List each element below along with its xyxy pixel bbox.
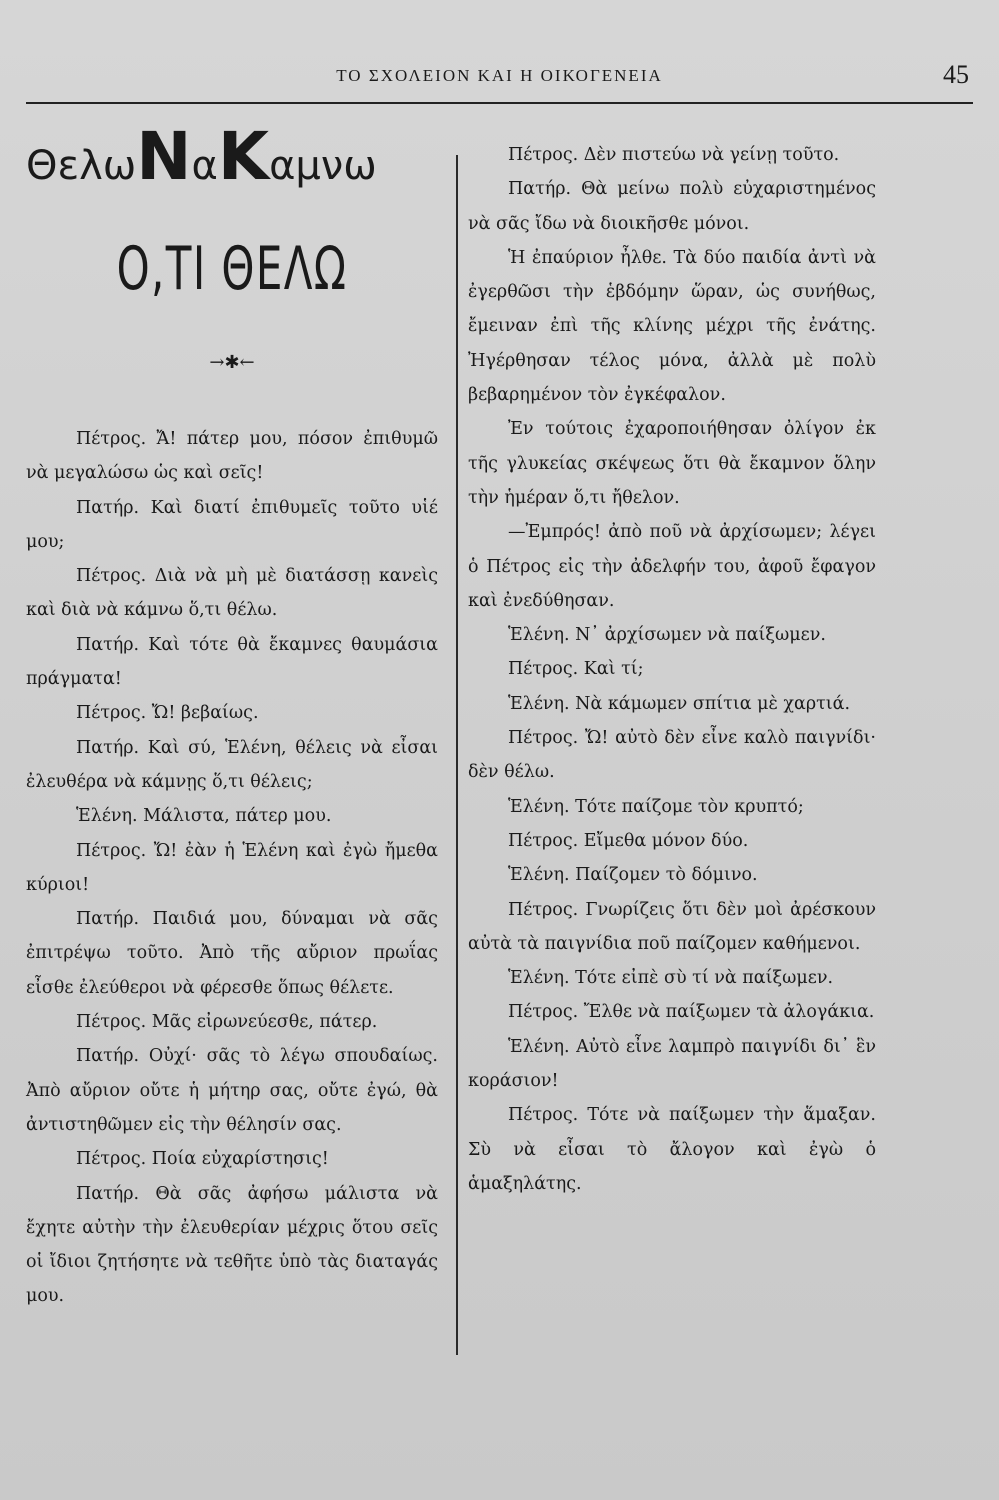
dialogue-paragraph: Πέτρος. Διὰ νὰ μὴ μὲ διατάσσῃ κανεὶς καὶ διὰ νὰ κάμνω ὅ,τι θέλω. [26, 566, 438, 621]
dialogue-paragraph: Πέτρος. Γνωρίζεις ὅτι δὲν μοὶ ἀρέσκουν αὐτὰ τὰ παιγνίδια ποῦ παίζομεν καθήμενοι. [468, 899, 876, 954]
dialogue-paragraph: Πέτρος. Ποία εὐχαρίστησις! [76, 1149, 329, 1170]
dialogue-paragraph: Πέτρος. Ὤ! αὐτὸ δὲν εἶνε καλὸ παιγνίδι· δὲν θέλω. [468, 728, 876, 783]
dialogue-paragraph: Πέτρος. Ἔλθε νὰ παίξωμεν τὰ ἀλογάκια. [508, 1002, 875, 1023]
dialogue-paragraph: Πέτρος. Ἄ! πάτερ μου, πόσον ἐπιθυμῶ νὰ μεγαλώσω ὡς καὶ σεῖς! [26, 429, 438, 484]
dialogue-paragraph: Πατήρ. Θὰ σᾶς ἀφήσω μάλιστα νὰ ἔχητε αὐτὴν τὴν ἐλευθερίαν μέχρις ὅτου σεῖς οἱ ἴδιοι ζητήσητε νὰ τεθῆτε ὑπὸ τὰς διαταγάς μου. [26, 1183, 438, 1307]
dialogue-paragraph: Πέτρος. Ὤ! βεβαίως. [76, 703, 259, 724]
dialogue-paragraph: Πέτρος. Δὲν πιστεύω νὰ γείνῃ τοῦτο. [508, 145, 840, 165]
title-part: α [191, 143, 218, 189]
title-line-2: Ο,ΤΙ ΘΕΛΩ [116, 234, 348, 304]
dialogue-paragraph: Ἑλένη. Τότε εἰπὲ σὺ τί νὰ παίξωμεν. [508, 968, 834, 989]
dialogue-paragraph: Πέτρος. Εἴμεθα μόνον δύο. [508, 830, 749, 851]
page-number: 45 [943, 60, 969, 89]
dialogue-paragraph: Πέτρος. Μᾶς εἰρωνεύεσθε, πάτερ. [76, 1012, 378, 1033]
dialogue-paragraph: Ἑλένη. Μάλιστα, πάτερ μου. [76, 806, 332, 827]
narrative-paragraph: Ἡ ἐπαύριον ἦλθε. Τὰ δύο παιδία ἀντὶ νὰ ἐγερθῶσι τὴν ἑβδόμην ὥραν, ὡς συνήθως, ἔμειναν ἐπὶ τῆς κλίνης μέχρι τῆς ἐνάτης. Ἠγέρθησαν τέλος μόνα, ἀλλὰ μὲ πολὺ βεβαρημένον τὸν ἐγκέφαλον. [468, 247, 876, 406]
narrative-paragraph: —Ἐμπρός! ἀπὸ ποῦ νὰ ἀρχίσωμεν; λέγει ὁ Πέτρος εἰς τὴν ἀδελφήν του, ἀφοῦ ἔφαγον καὶ ἐνεδύθησαν. [468, 522, 876, 611]
title-part: Ν [136, 118, 192, 195]
title-part: αμνω [269, 143, 377, 189]
dialogue-paragraph: Πέτρος. Τότε νὰ παίξωμεν τὴν ἅμαξαν. Σὺ νὰ εἶσαι τὸ ἄλογον καὶ ἐγὼ ὁ ἁμαξηλάτης. [468, 1105, 876, 1194]
dialogue-paragraph: Ἑλένη. Ν᾽ ἀρχίσωμεν νὰ παίξωμεν. [508, 625, 826, 646]
dialogue-paragraph: Ἑλένη. Νὰ κάμωμεν σπίτια μὲ χαρτιά. [508, 693, 851, 714]
header-title: ΤΟ ΣΧΟΛΕΙΟΝ ΚΑΙ Η ΟΙΚΟΓΕΝΕΙΑ [336, 66, 663, 85]
dialogue-paragraph: Πατήρ. Καὶ σύ, Ἑλένη, θέλεις νὰ εἶσαι ἐλευθέρα νὰ κάμνῃς ὅ,τι θέλεις; [26, 737, 438, 792]
left-column [26, 118, 438, 1314]
dialogue-paragraph: Πέτρος. Καὶ τί; [508, 659, 644, 680]
ornament-divider: →✱← [209, 352, 255, 373]
title-part: Κ [217, 118, 270, 195]
title-part: ελω [57, 143, 137, 189]
dialogue-paragraph: Πατήρ. Καὶ διατί ἐπιθυμεῖς τοῦτο υἱέ μου; [26, 497, 438, 552]
dialogue-paragraph: Ἑλένη. Τότε παίζομε τὸν κρυπτό; [508, 796, 804, 817]
title-part: Θ [26, 143, 58, 189]
dialogue-paragraph: Πατήρ. Θὰ μείνω πολὺ εὐχαριστημένος νὰ σᾶς ἴδω νὰ διοικῆσθε μόνοι. [468, 179, 876, 234]
dialogue-paragraph: Ἑλένη. Παίζομεν τὸ δόμινο. [508, 865, 758, 886]
dialogue-paragraph: Πατήρ. Παιδιά μου, δύναμαι νὰ σᾶς ἐπιτρέψω τοῦτο. Ἀπὸ τῆς αὔριον πρωΐας εἶσθε ἐλεύθεροι νὰ φέρεσθε ὅπως θέλετε. [26, 909, 438, 998]
article-title [26, 118, 438, 410]
dialogue-paragraph: Πέτρος. Ὤ! ἐὰν ἡ Ἑλένη καὶ ἐγὼ ἤμεθα κύριοι! [26, 840, 438, 895]
column-divider [456, 155, 458, 1355]
dialogue-paragraph: Πατήρ. Οὐχί· σᾶς τὸ λέγω σπουδαίως. Ἀπὸ αὔριον οὔτε ἡ μήτηρ σας, οὔτε ἐγώ, θὰ ἀντιστηθῶμεν εἰς τὴν θέλησίν σας. [26, 1046, 438, 1135]
right-column [468, 138, 876, 1201]
running-header [26, 58, 973, 104]
narrative-paragraph: Ἐν τούτοις ἐχαροποιήθησαν ὀλίγον ἐκ τῆς γλυκείας σκέψεως ὅτι θὰ ἔκαμνον ὅλην τὴν ἡμέραν ὅ,τι ἤθελον. [468, 419, 876, 508]
dialogue-paragraph: Πατήρ. Καὶ τότε θὰ ἔκαμνες θαυμάσια πράγματα! [26, 634, 438, 690]
dialogue-paragraph: Ἑλένη. Αὐτὸ εἶνε λαμπρὸ παιγνίδι δι᾽ ἓν κοράσιον! [468, 1036, 876, 1092]
